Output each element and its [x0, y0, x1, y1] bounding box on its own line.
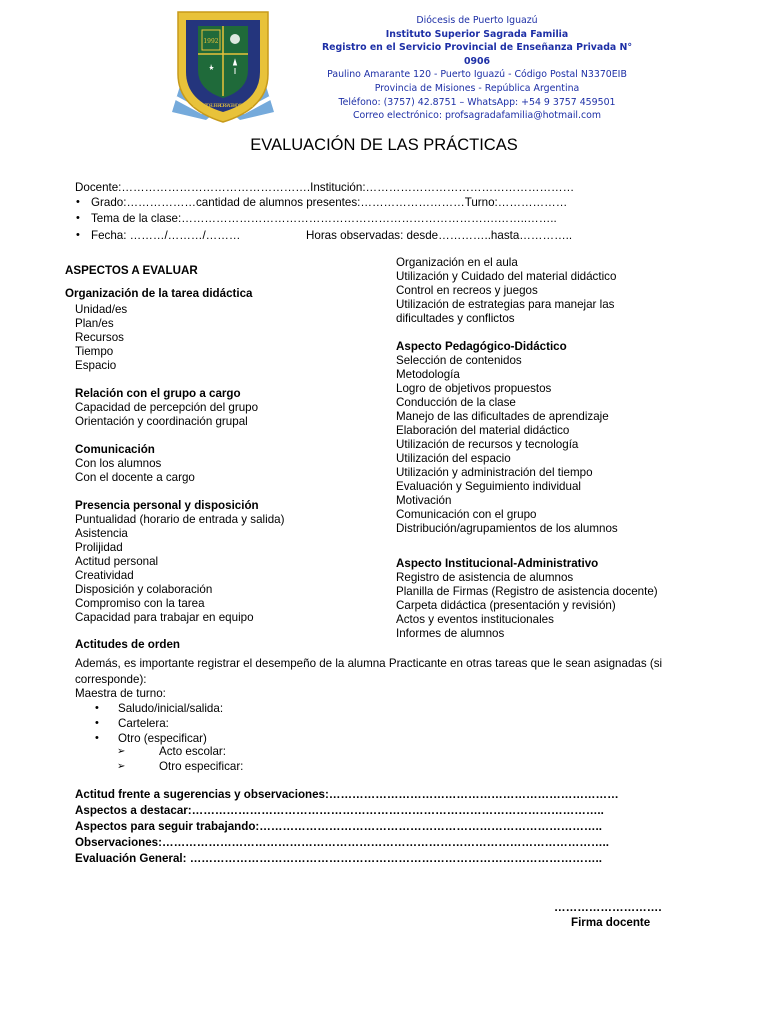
list-item: Cartelera:	[118, 717, 169, 730]
list-item: Con el docente a cargo	[75, 471, 195, 484]
header-line: Instituto Superior Sagrada Familia	[385, 28, 569, 40]
header-line: Provincia de Misiones - República Argentina	[374, 82, 580, 94]
signature-label: Firma docente	[571, 916, 651, 929]
list-item: Utilización del espacio	[396, 452, 511, 465]
list-item: Asistencia	[75, 527, 128, 540]
tema-field: Tema de la clase:……………………………………………………………………….……..……..	[91, 212, 557, 225]
header-line: Registro en el Servicio Provincial de Enseñanza Privada N° 0906	[321, 42, 633, 67]
list-item: Unidad/es	[75, 303, 128, 316]
list-item: Control en recreos y juegos	[396, 284, 538, 297]
institute-crest-logo	[172, 8, 274, 126]
actitudes-paragraph: Además, es importante registrar el desempeño de la alumna Practicante en otras tareas que le sean asignadas (si corresponde):	[75, 657, 663, 686]
section-title: Aspecto Pedagógico-Didáctico	[396, 340, 567, 353]
final-line: Actitud frente a sugerencias y observaciones:…………………………………………………………………	[75, 788, 619, 801]
list-item: Recursos	[75, 331, 124, 344]
list-item: Disposición y colaboración	[75, 583, 213, 596]
list-item: Actos y eventos institucionales	[396, 613, 554, 626]
list-item: Utilización y administración del tiempo	[396, 466, 593, 479]
list-item: Selección de contenidos	[396, 354, 522, 367]
bullet: •	[95, 717, 99, 729]
list-item: Registro de asistencia de alumnos	[396, 571, 574, 584]
section-title: Organización de la tarea didáctica	[65, 287, 253, 300]
list-subitem: Acto escolar:	[159, 745, 227, 758]
section-title: Comunicación	[75, 443, 155, 456]
list-item: Saludo/inicial/salida:	[118, 702, 224, 715]
list-subitem: Otro especificar:	[159, 760, 244, 773]
bullet: •	[76, 196, 80, 208]
aspectos-heading: ASPECTOS A EVALUAR	[65, 264, 198, 277]
final-line: Aspectos a destacar:……………………………………………………………………………………………..	[75, 804, 604, 817]
list-item: Informes de alumnos	[396, 627, 505, 640]
signature-line: ……………………….	[554, 901, 662, 914]
final-line: Aspectos para seguir trabajando:……………………………………………………………………………..	[75, 820, 602, 833]
list-institucional	[396, 571, 658, 641]
section-title: Actitudes de orden	[75, 638, 181, 651]
bullet: •	[95, 702, 99, 714]
list-item: Metodología	[396, 368, 460, 381]
fecha-field: Fecha: ………/………/………	[91, 229, 241, 242]
list-item: Compromiso con la tarea	[75, 597, 205, 610]
list-item: Utilización y Cuidado del material didáctico	[396, 270, 617, 283]
page-title: EVALUACIÓN DE LAS PRÁCTICAS	[250, 136, 518, 154]
crest-year: 1992	[203, 38, 219, 45]
list-item: dificultades y conflictos	[396, 312, 515, 325]
list-item: Distribución/agrupamientos de los alumnos	[396, 522, 618, 535]
list-item: Comunicación con el grupo	[396, 508, 537, 521]
list-pedagogico	[396, 354, 618, 536]
list-comunicacion	[75, 457, 195, 485]
list-item: Evaluación y Seguimiento individual	[396, 480, 581, 493]
section-title: Relación con el grupo a cargo	[75, 387, 241, 400]
list-item: Utilización de recursos y tecnología	[396, 438, 579, 451]
list-relacion	[75, 401, 258, 429]
section-title: Aspecto Institucional-Administrativo	[396, 557, 599, 570]
header-line: Correo electrónico: profsagradafamilia@hotmail.com	[352, 110, 602, 122]
list-item: Tiempo	[75, 345, 114, 358]
bullet: •	[95, 732, 99, 744]
final-line: Evaluación General: ……………………………………………………………………………………………..	[75, 852, 602, 865]
list-item: Manejo de las dificultades de aprendizaje	[396, 410, 609, 423]
list-item: Carpeta didáctica (presentación y revisión)	[396, 599, 616, 612]
maestra-label: Maestra de turno:	[75, 687, 166, 700]
arrow-icon: ➢	[117, 746, 126, 757]
list-item: Motivación	[396, 494, 452, 507]
header-line: Teléfono: (3757) 42.8751 – WhatsApp: +54 9 3757 459501	[338, 96, 616, 108]
grado-field: Grado:………………cantidad de alumnos presentes:………………………Turno:………………	[91, 196, 568, 209]
list-item: Puntualidad (horario de entrada y salida)	[75, 513, 285, 526]
list-item: Otro (especificar)	[118, 732, 207, 745]
header-line: Diócesis de Puerto Iguazú	[416, 15, 538, 26]
list-item: Conducción de la clase	[396, 396, 516, 409]
list-item: Planilla de Firmas (Registro de asistencia docente)	[396, 585, 658, 598]
crest-text: INSTITUTO SUPERIOR SAGRADA FAMILIA	[193, 104, 253, 109]
list-item: Utilización de estrategias para manejar las	[396, 298, 615, 311]
list-item: Con los alumnos	[75, 457, 162, 470]
list-item: Prolijidad	[75, 541, 123, 554]
header-line: Paulino Amarante 120 - Puerto Iguazú - Código Postal N3370EIB	[327, 69, 627, 81]
list-item: Logro de objetivos propuestos	[396, 382, 552, 395]
bullet: •	[76, 229, 80, 241]
list-item: Organización en el aula	[396, 256, 518, 269]
list-organizacion	[75, 303, 127, 373]
arrow-icon: ➢	[117, 761, 126, 772]
institution-header	[312, 14, 642, 123]
list-item: Capacidad para trabajar en equipo	[75, 611, 254, 624]
docente-field: Docente:………………………………………….Institución:………………………………………………	[75, 181, 575, 194]
bullet: •	[76, 212, 80, 224]
final-line: Observaciones:……………………………………………………………………………………………………..	[75, 836, 609, 849]
list-presencia	[75, 513, 284, 625]
list-item: Espacio	[75, 359, 117, 372]
horas-field: Horas observadas: desde…………..hasta…………..	[306, 229, 573, 242]
list-item: Elaboración del material didáctico	[396, 424, 570, 437]
list-item: Plan/es	[75, 317, 114, 330]
section-title: Presencia personal y disposición	[75, 499, 259, 512]
list-aula	[396, 256, 616, 326]
list-item: Creatividad	[75, 569, 134, 582]
list-item: Orientación y coordinación grupal	[75, 415, 248, 428]
list-item: Capacidad de percepción del grupo	[75, 401, 259, 414]
list-item: Actitud personal	[75, 555, 159, 568]
